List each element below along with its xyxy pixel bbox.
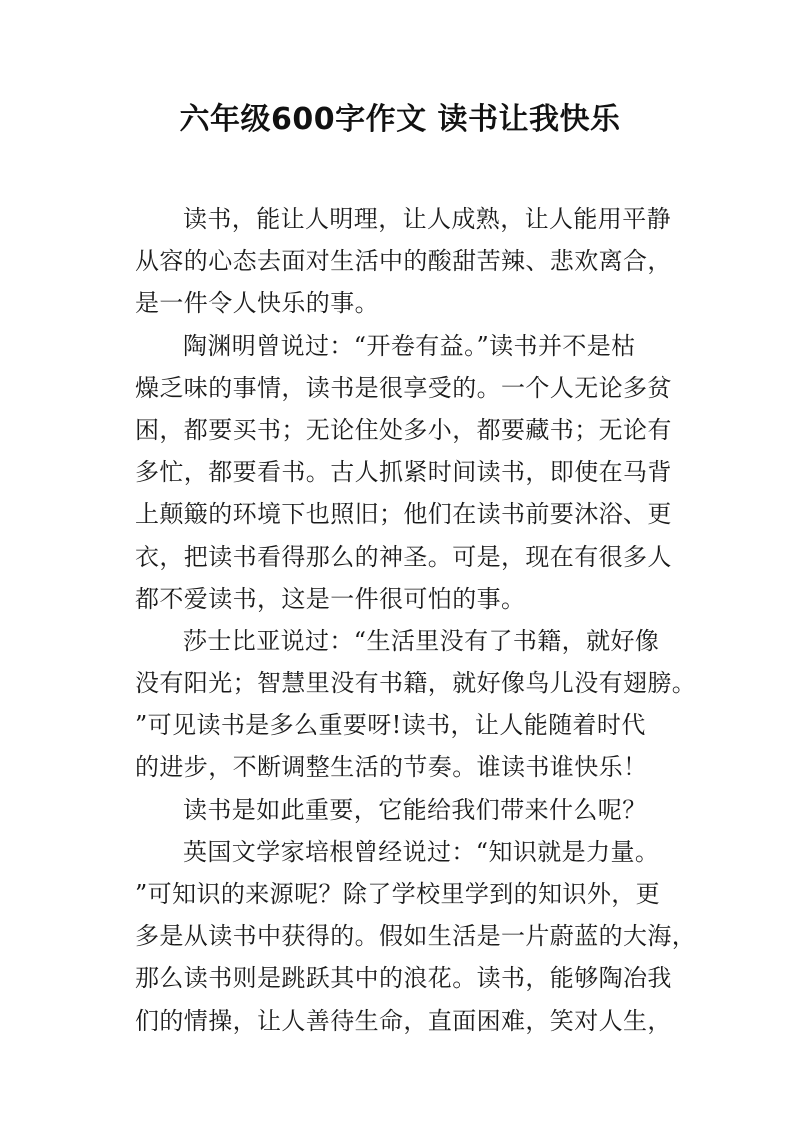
text-line: 困，都要买书；无论住处多小，都要藏书；无论有	[135, 415, 672, 444]
text-line: 多是从读书中获得的。假如生活是一片蔚蓝的大海，	[135, 922, 697, 951]
text-line: ”可见读书是多么重要呀!读书，让人能随着时代	[135, 711, 646, 740]
document-body	[135, 198, 697, 1042]
text-line: 陶渊明曾说过：“开卷有益。”读书并不是枯	[183, 331, 636, 360]
text-line: 的进步，不断调整生活的节奏。谁读书谁快乐！	[135, 753, 648, 782]
text-line: 燥乏味的事情，读书是很享受的。一个人无论多贫	[135, 373, 672, 402]
text-line: 那么读书则是跳跃其中的浪花。读书，能够陶冶我	[135, 964, 672, 993]
text-line: 读书是如此重要，它能给我们带来什么呢？	[183, 795, 647, 824]
text-line: 们的情操，让人善待生命，直面困难，笑对人生，	[135, 1006, 672, 1035]
text-line: ”可知识的来源呢？除了学校里学到的知识外，更	[135, 880, 661, 908]
text-line: 读书，能让人明理，让人成熟，让人能用平静	[183, 205, 671, 233]
text-line: 从容的心态去面对生活中的酸甜苦辣、悲欢离合，	[135, 247, 672, 276]
text-line: 衣，把读书看得那么的神圣。可是，现在有很多人	[135, 542, 672, 571]
text-line: 莎士比亚说过：“生活里没有了书籍，就好像	[183, 626, 660, 655]
text-line: 多忙，都要看书。古人抓紧时间读书，即使在马背	[135, 458, 672, 487]
text-line: 没有阳光；智慧里没有书籍，就好像鸟儿没有翅膀。	[135, 669, 697, 698]
document-title: 六年级600字作文 读书让我快乐	[179, 102, 621, 137]
text-line: 是一件令人快乐的事。	[135, 289, 379, 318]
text-line: 英国文学家培根曾经说过：“知识就是力量。	[183, 837, 660, 866]
text-line: 上颠簸的环境下也照旧；他们在读书前要沐浴、更	[135, 500, 672, 529]
text-line: 都不爱读书，这是一件很可怕的事。	[135, 584, 526, 613]
